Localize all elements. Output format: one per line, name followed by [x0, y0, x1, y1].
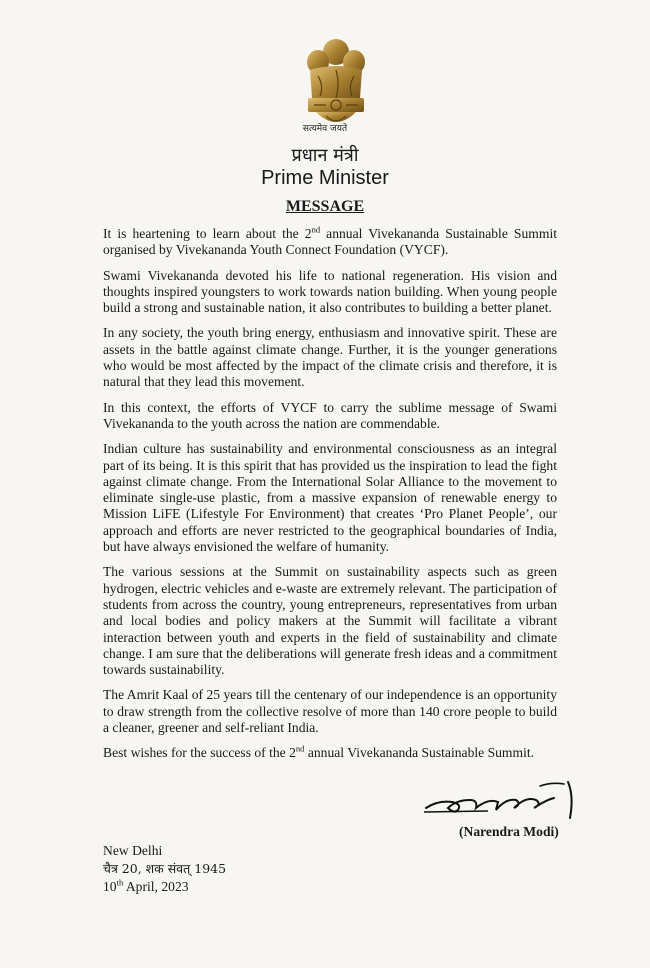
paragraph-4: In this context, the efforts of VYCF to carry the sublime message of Swami Vivekananda to the youth across the nation are commendable.: [103, 399, 557, 431]
handwritten-signature-icon: [418, 778, 578, 820]
message-body: [103, 226, 557, 771]
emblem-motto: सत्यमेव जयते: [302, 124, 348, 134]
office-title-english: Prime Minister: [261, 167, 389, 189]
paragraph-3: In any society, the youth bring energy, enthusiasm and innovative spirit. These are assets in the battle against climate change. Further, it is the younger generations who would be most affected by the impact of the climate crisis and therefore, it is natural that they lead this movement.: [103, 325, 557, 390]
paragraph-7: The Amrit Kaal of 25 years till the centenary of our independence is an opportunity to draw strength from the collective resolve of more than 140 crore people to build a cleaner, greener and self-reliant India.: [103, 687, 557, 736]
signatory-name: (Narendra Modi): [459, 824, 559, 839]
date-english: 10th April, 2023: [103, 877, 189, 894]
paragraph-1: It is heartening to learn about the 2nd annual Vivekananda Sustainable Summit organised by Vivekananda Youth Connect Foundation (VYCF).: [103, 224, 557, 258]
paragraph-8: Best wishes for the success of the 2nd annual Vivekananda Sustainable Summit.: [103, 743, 535, 761]
paragraph-5: Indian culture has sustainability and environmental consciousness as an integral part of its being. It is this spirit that has provided us the inspiration to lead the fight against climate change. From the International Solar Alliance to the movement to eliminate single-use plastic, from a massive expansion of renewable energy to Mission LiFE (Lifestyle For Environment) that creates ‘Pro Planet People’, our approach and efforts are never restricted to the geographical boundaries of India, but have always envisioned the welfare of humanity.: [103, 441, 557, 555]
place: New Delhi: [103, 843, 163, 858]
paragraph-6: The various sessions at the Summit on sustainability aspects such as green hydrogen, electric vehicles and e-waste are extremely relevant. The participation of students from across the country, young entrepreneurs, representatives from urban and local bodies and policy makers at the Summit will facilitate a vibrant interaction between youth and experts in the field of sustainability and climate change. I am sure that the deliberations will generate fresh ideas and a commitment towards sustainability.: [103, 564, 557, 678]
message-heading: MESSAGE: [285, 198, 365, 215]
date-hindi: चैत्र 20, शक संवत् 1945: [103, 861, 227, 876]
office-title-hindi: प्रधान मंत्री: [291, 145, 359, 166]
paragraph-2: Swami Vivekananda devoted his life to national regeneration. His vision and thoughts inspired youngsters to work towards nation building. When young people build a strong and sustainable nation, it also contributes to building a better planet.: [103, 267, 557, 316]
place-and-date: [103, 842, 226, 896]
